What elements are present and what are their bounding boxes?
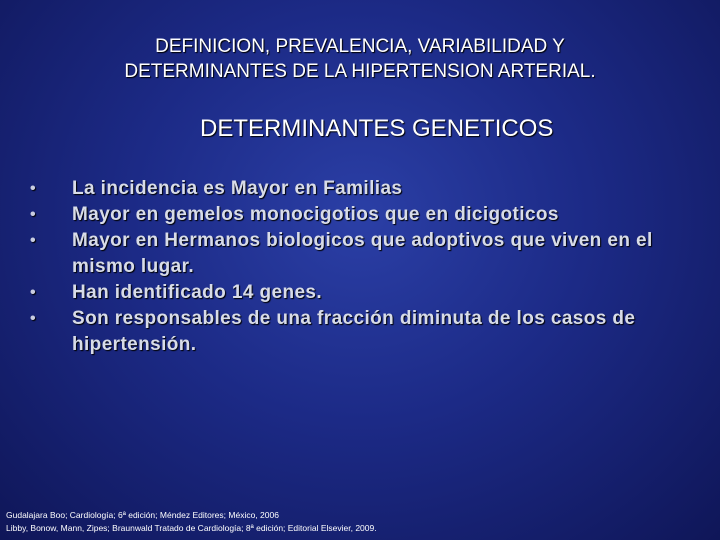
bullet-item	[14, 280, 704, 306]
reference-line: Libby, Bonow, Mann, Zipes; Braunwald Tratado de Cardiología; 8ª edición; Editorial Elsevier, 2009.	[6, 523, 377, 533]
references	[6, 509, 706, 535]
bullet-list	[14, 176, 704, 358]
bullet-icon: •	[30, 180, 37, 197]
bullet-text: La incidencia es Mayor en Familias	[72, 178, 403, 199]
slide-title: DEFINICION, PREVALENCIA, VARIABILIDAD Y DETERMINANTES DE LA HIPERTENSION ARTERIAL.	[124, 36, 596, 82]
bullet-icon: •	[30, 310, 37, 327]
bullet-item	[14, 306, 704, 358]
bullet-icon: •	[30, 232, 37, 249]
slide-subtitle: DETERMINANTES GENETICOS	[200, 115, 554, 142]
bullet-icon: •	[30, 206, 37, 223]
reference-line: Gudalajara Boo; Cardiología; 6ª edición; Méndez Editores; México, 2006	[6, 510, 279, 520]
bullet-item	[14, 228, 704, 280]
bullet-item	[14, 176, 704, 202]
bullet-icon: •	[30, 284, 37, 301]
bullet-text: Han identificado 14 genes.	[72, 282, 323, 303]
bullet-text: Mayor en Hermanos biologicos que adoptivos que viven en el mismo lugar.	[72, 230, 653, 277]
bullet-item	[14, 202, 704, 228]
bullet-text: Son responsables de una fracción diminuta de los casos de hipertensión.	[72, 308, 636, 355]
bullet-text: Mayor en gemelos monocigotios que en dicigoticos	[72, 204, 559, 225]
